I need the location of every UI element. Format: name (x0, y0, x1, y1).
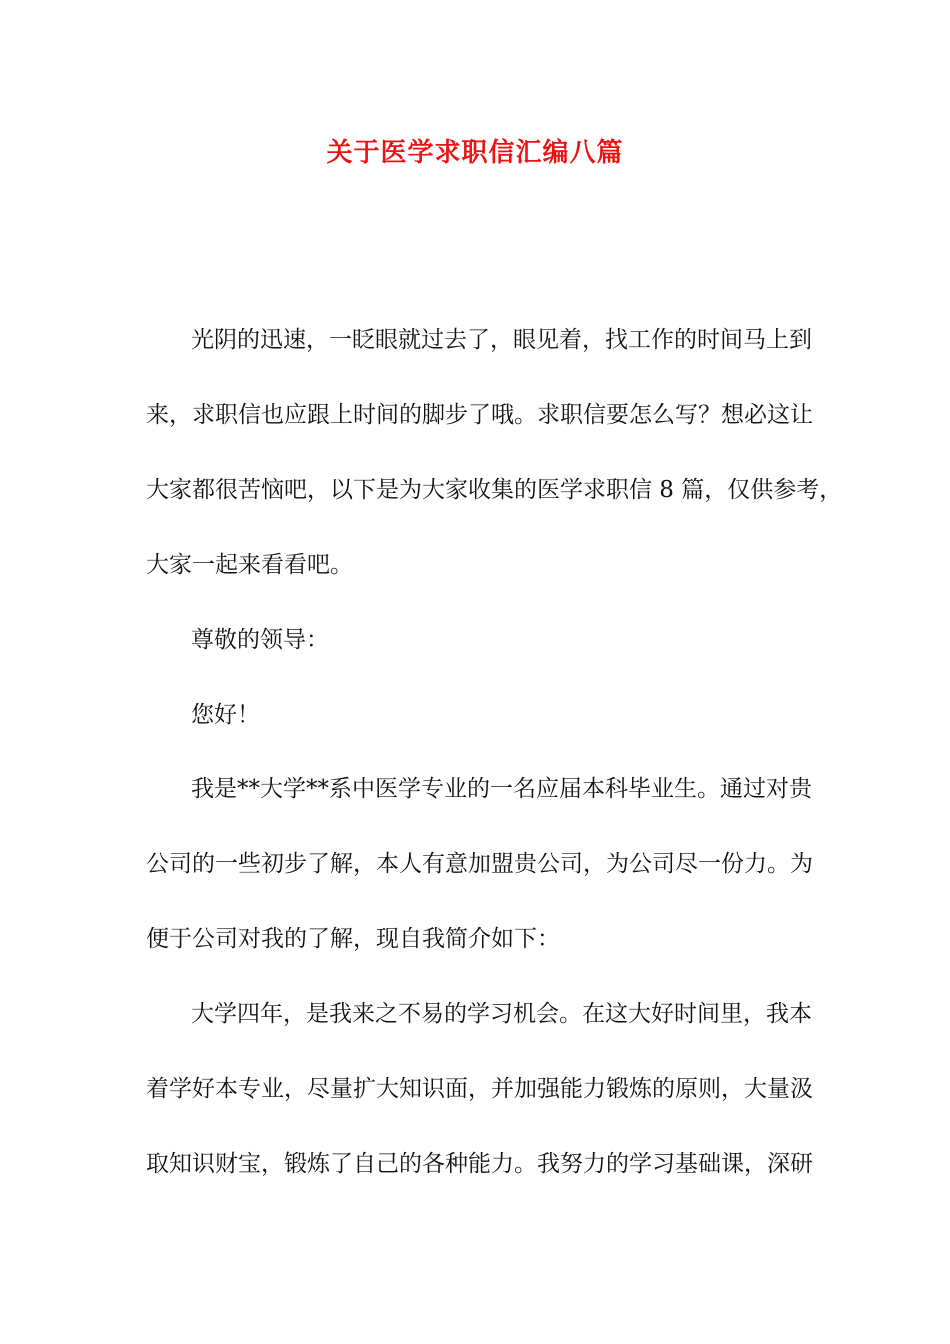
text-line: 取知识财宝，锻炼了自己的各种能力。我努力的学习基础课，深研 (146, 1151, 813, 1177)
text-line: 着学好本专业，尽量扩大知识面，并加强能力锻炼的原则，大量汲 (146, 1076, 813, 1102)
text-line: 大学四年，是我来之不易的学习机会。在这大好时间里，我本 (191, 1001, 812, 1027)
text-line: 大家都很苦恼吧，以下是为大家收集的医学求职信 8 篇，仅供参考， (146, 477, 843, 503)
text-line: 大家一起来看看吧。 (146, 552, 353, 578)
text-line: 便于公司对我的了解，现自我简介如下： (146, 926, 560, 952)
text-line: 来，求职信也应跟上时间的脚步了哦。求职信要怎么写？想必这让 (146, 402, 813, 428)
greeting: 您好！ (191, 702, 260, 728)
document-title: 关于医学求职信汇编八篇 (326, 138, 624, 168)
salutation: 尊敬的领导： (191, 627, 329, 653)
text-line: 公司的一些初步了解，本人有意加盟贵公司，为公司尽一份力。为 (146, 851, 813, 877)
text-line: 我是**大学**系中医学专业的一名应届本科毕业生。通过对贵 (191, 776, 812, 802)
text-line: 光阴的迅速，一眨眼就过去了，眼见着，找工作的时间马上到 (191, 327, 812, 353)
